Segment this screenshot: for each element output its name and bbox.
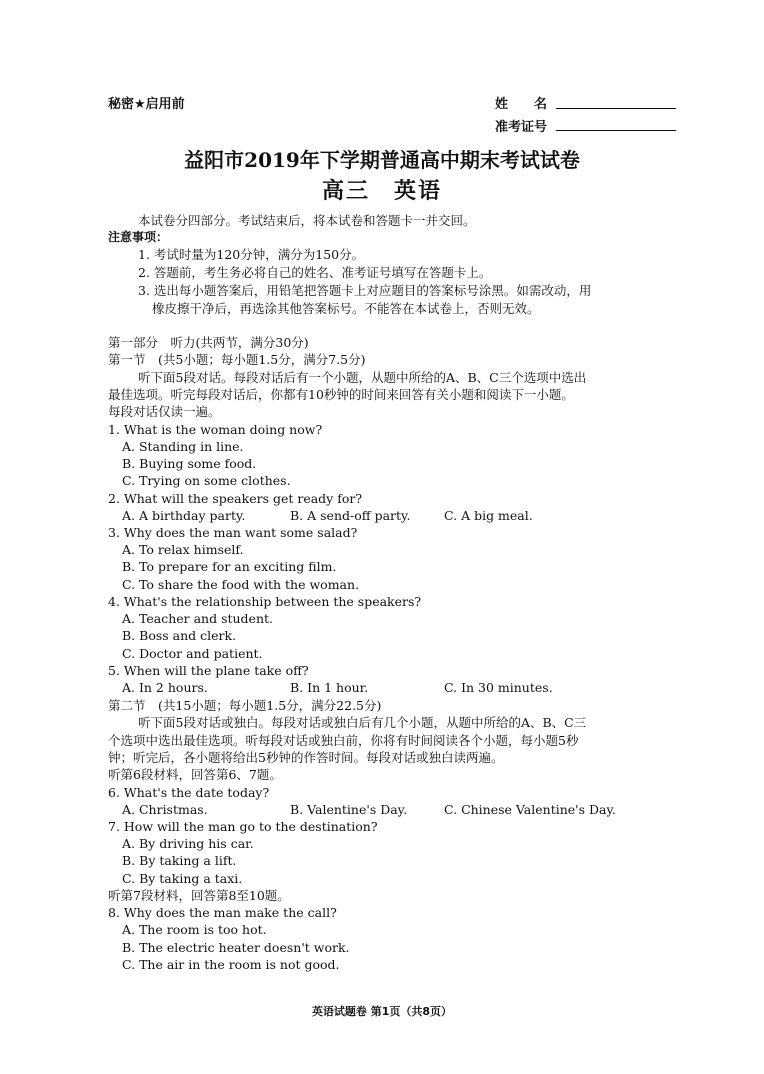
name-field-line [556,108,676,109]
section2-instructions: 钟；听完后，各小题将给出5秒钟的作答时间。每段对话或独白读两遍。 [108,750,504,765]
part1-heading: 第一部分 听力(共两节，满分30分) [108,335,309,350]
option-c: C. A big meal. [444,508,533,523]
section2-heading: 第二节 (共15小题；每小题1.5分，满分22.5分) [108,698,382,713]
option-c: C. To share the food with the woman. [122,577,360,592]
option-a: A. By driving his car. [122,836,254,851]
question-stem: 3. Why does the man want some salad? [108,525,358,540]
exam-subtitle: 高三 英语 [321,178,442,204]
option-b: B. In 1 hour. [290,680,369,695]
exam-title: 益阳市2019年下学期普通高中期末考试试卷 [184,148,580,172]
option-c: C. Chinese Valentine's Day. [444,802,616,817]
question-stem: 2. What will the speakers get ready for? [108,491,363,506]
option-a: A. In 2 hours. [122,680,208,695]
question-stem: 8. Why does the man make the call? [108,905,337,920]
id-field-line [556,130,676,131]
id-label: 准考证号 [495,120,548,135]
page-footer: 英语试题卷 第1页（共8页） [311,1005,453,1018]
notice-item: 橡皮擦干净后，再选涂其他答案标号。不能答在本试卷上，否则无效。 [152,301,540,316]
option-a: A. To relax himself. [122,542,244,557]
option-b: B. By taking a lift. [122,853,237,868]
option-a: A. Christmas. [122,802,208,817]
option-a: A. Standing in line. [122,439,244,454]
question-stem: 7. How will the man go to the destination? [108,819,378,834]
option-b: B. The electric heater doesn't work. [122,940,350,955]
option-a: A. The room is too hot. [122,922,267,937]
option-a: A. Teacher and student. [122,611,274,626]
notice-item: 3. 选出每小题答案后，用铅笔把答题卡上对应题目的答案标号涂黑。如需改动，用 [138,283,592,298]
question-stem: 4. What's the relationship between the speakers? [108,594,422,609]
option-c: C. Doctor and patient. [122,646,263,661]
section2-instructions: 个选项中选出最佳选项。听每段对话或独白前，你将有时间阅读各个小题，每小题5秒 [108,733,579,748]
option-c: C. In 30 minutes. [444,680,553,695]
material-note: 听第6段材料，回答第6、7题。 [108,767,282,782]
intro-text: 本试卷分四部分。考试结束后，将本试卷和答题卡一并交回。 [138,213,476,228]
option-b: B. Buying some food. [122,456,257,471]
section2-instructions: 听下面5段对话或独白。每段对话或独白后有几个小题，从题中所给的A、B、C三 [138,715,587,730]
option-b: B. To prepare for an exciting film. [122,559,337,574]
section1-instructions: 听下面5段对话。每段对话后有一个小题，从题中所给的A、B、C三个选项中选出 [138,370,587,385]
option-c: C. The air in the room is not good. [122,957,340,972]
name-label: 姓 名 [495,97,548,112]
option-a: A. A birthday party. [122,508,246,523]
section1-instructions: 最佳选项。听完每段对话后，你都有10秒钟的时间来回答有关小题和阅读下一小题。 [108,387,574,402]
option-b: B. A send-off party. [290,508,411,523]
secret-label: 秘密★启用前 [108,97,185,112]
section1-instructions: 每段对话仅读一遍。 [108,404,221,419]
notice-item: 1. 考试时量为120分钟，满分为150分。 [138,247,365,262]
option-b: B. Boss and clerk. [122,628,237,643]
option-c: C. By taking a taxi. [122,871,243,886]
question-stem: 5. When will the plane take off? [108,663,309,678]
notice-heading: 注意事项： [108,230,169,244]
question-stem: 1. What is the woman doing now? [108,422,323,437]
option-c: C. Trying on some clothes. [122,473,291,488]
notice-item: 2. 答题前，考生务必将自己的姓名、准考证号填写在答题卡上。 [138,265,492,280]
section1-heading: 第一节 (共5小题；每小题1.5分，满分7.5分) [108,352,366,367]
question-stem: 6. What's the date today? [108,785,270,800]
material-note: 听第7段材料，回答第8至10题。 [108,888,290,903]
option-b: B. Valentine's Day. [290,802,408,817]
